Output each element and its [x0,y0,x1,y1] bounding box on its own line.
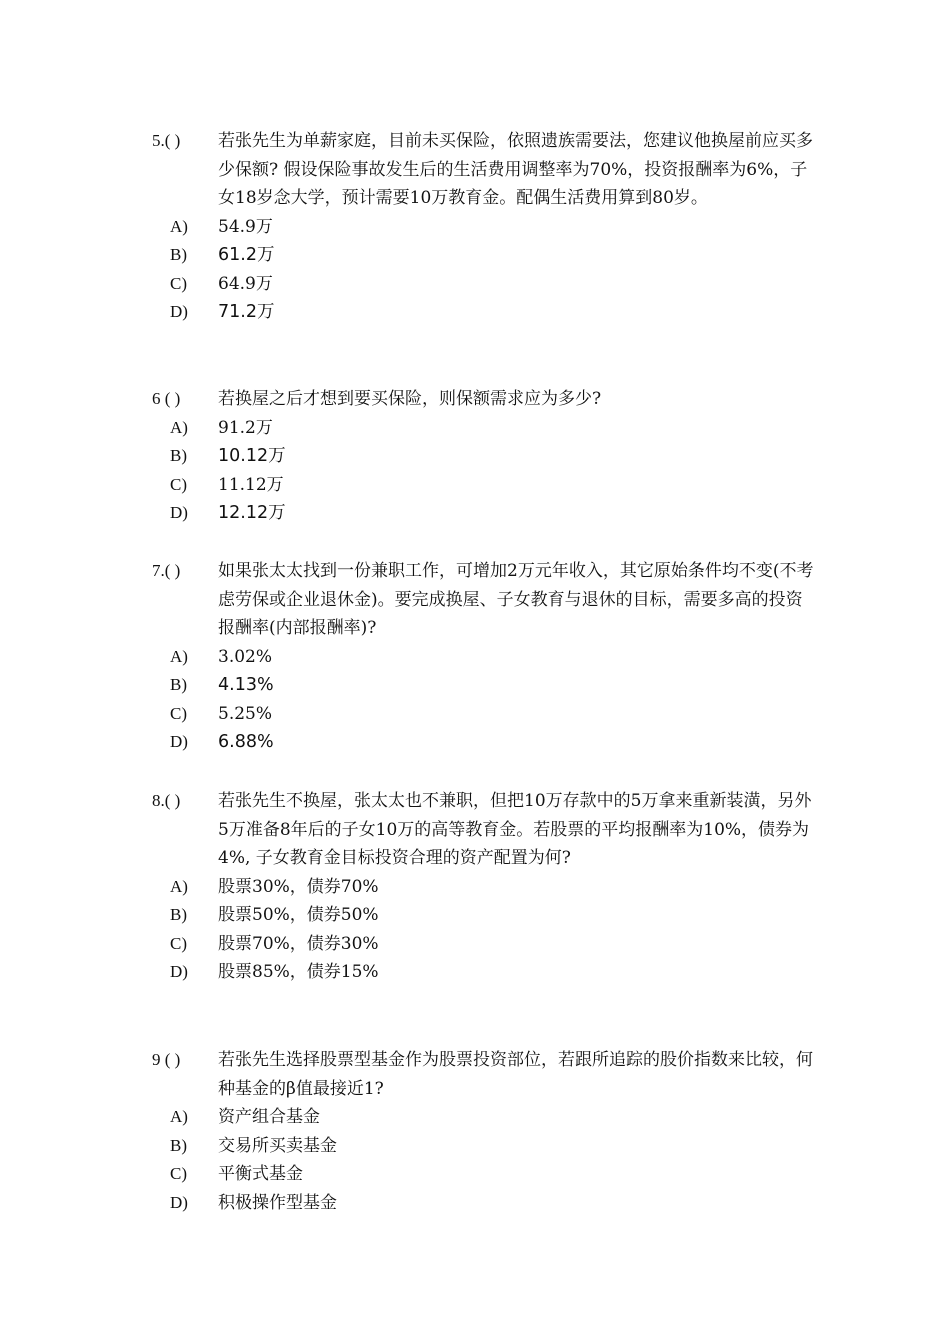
option-text: 71.2万 [218,302,275,322]
option-text: 6.88% [218,732,274,752]
question-7 [152,557,832,757]
option-a [152,213,832,242]
option-b [152,241,832,270]
option-c [152,930,832,959]
question-8 [152,787,832,987]
question-text: 若换屋之后才想到要买保险，则保额需求应为多少? [218,389,602,409]
option-b [152,901,832,930]
question-number: 9 ( ) [152,1050,181,1069]
option-text: 10.12万 [218,446,286,466]
option-letter: A) [170,417,188,437]
question-stem [152,1046,832,1103]
question-stem [152,385,832,414]
option-letter: B) [170,1135,187,1155]
option-letter: B) [170,245,187,264]
option-text: 91.2万 [218,417,273,438]
option-letter: C) [170,933,187,953]
option-a [152,873,832,902]
option-text: 积极操作型基金 [218,1192,337,1213]
option-letter: B) [170,446,187,465]
option-a [152,643,832,672]
option-letter: A) [170,1107,188,1126]
question-text: 若张先生选择股票型基金作为股票投资部位，若跟所追踪的股价指数来比较，何种基金的β值最接近1? [218,1050,813,1099]
option-c [152,700,832,729]
option-text: 64.9万 [218,273,273,294]
question-number: 7.( ) [152,561,181,580]
option-text: 4.13% [218,675,274,695]
option-d [152,298,832,327]
option-c [152,471,832,500]
question-5 [152,127,832,327]
option-text: 交易所买卖基金 [218,1135,337,1156]
question-6 [152,385,832,528]
option-letter: D) [170,1192,188,1212]
option-letter: D) [170,732,188,751]
option-letter: D) [170,302,188,321]
option-letter: D) [170,503,188,522]
option-letter: C) [170,474,187,494]
question-number: 5.( ) [152,131,181,150]
question-9 [152,1046,832,1217]
option-c [152,1160,832,1189]
option-letter: D) [170,962,188,981]
option-b [152,671,832,700]
option-b [152,1132,832,1161]
option-d [152,499,832,528]
question-text: 如果张太太找到一份兼职工作，可增加2万元年收入，其它原始条件均不变(不考虑劳保或企业退休金)。要完成换屋、子女教育与退休的目标，需要多高的投资报酬率(内部报酬率)? [218,561,814,638]
option-text: 5.25% [218,703,273,724]
question-stem [152,787,832,873]
option-letter: C) [170,273,187,293]
option-letter: C) [170,703,187,723]
option-a [152,1103,832,1132]
option-text: 11.12万 [218,474,284,495]
question-text: 若张先生不换屋，张太太也不兼职，但把10万存款中的5万拿来重新装潢，另外5万准备8年后的子女10万的高等教育金。若股票的平均报酬率为10%，债券为4%, 子女教育金目标投资合理的资产配置为何? [218,791,812,868]
option-text: 61.2万 [218,245,275,265]
option-c [152,270,832,299]
option-b [152,442,832,471]
option-text: 平衡式基金 [218,1164,303,1184]
question-number: 6 ( ) [152,389,181,408]
option-letter: A) [170,876,188,896]
question-number: 8.( ) [152,791,181,810]
option-letter: C) [170,1164,187,1183]
option-text: 资产组合基金 [218,1107,320,1127]
option-text: 12.12万 [218,503,286,523]
option-d [152,958,832,987]
question-stem [152,557,832,643]
question-text: 若张先生为单薪家庭，目前未买保险，依照遗族需要法，您建议他换屋前应买多少保额? 假设保险事故发生后的生活费用调整率为70%，投资报酬率为6%，子女18岁念大学，预计需要10万教育金。配偶生活费用算到80岁。 [218,131,813,208]
option-letter: B) [170,905,187,924]
option-text: 股票30%，债券70% [218,876,379,897]
option-letter: B) [170,675,187,694]
option-d [152,1189,832,1218]
option-a [152,414,832,443]
option-letter: A) [170,216,188,236]
option-text: 54.9万 [218,216,273,237]
option-text: 股票85%，债券15% [218,962,379,982]
option-d [152,728,832,757]
option-text: 3.02% [218,646,273,667]
question-stem [152,127,832,213]
option-text: 股票70%，债券30% [218,933,379,954]
option-text: 股票50%，债券50% [218,905,379,925]
option-letter: A) [170,646,188,666]
